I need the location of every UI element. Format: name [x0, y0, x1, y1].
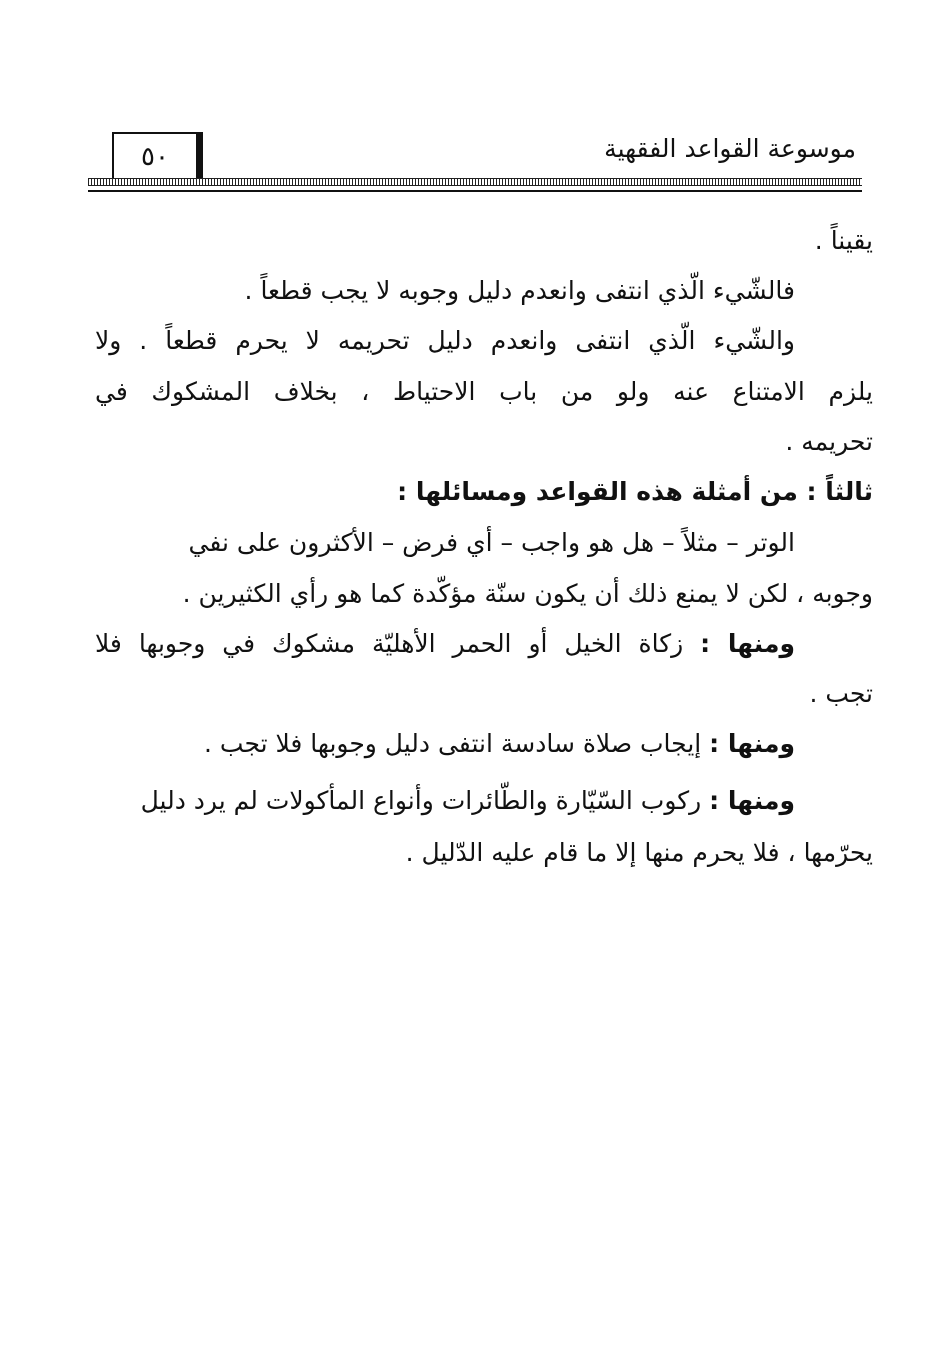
- example-lead: ومنها :: [709, 786, 795, 815]
- text-line: الوتر – مثلاً – هل هو واجب – أي فرض – الأكثرون على نفي: [188, 528, 795, 557]
- text-line: يقيناً .: [814, 226, 873, 255]
- text-line: ومنها : زكاة الخيل أو الحمر الأهليّة مشكوك في وجوبها فلا: [95, 629, 795, 658]
- page-number-box: [112, 132, 203, 180]
- text-line: وجوبه ، لكن لا يمنع ذلك أن يكون سنّة مؤكّدة كما هو رأي الكثيرين .: [182, 579, 873, 608]
- text-line: تحريمه .: [785, 427, 873, 456]
- text-line: والشّيء الّذي انتفى وانعدم دليل تحريمه لا يحرم قطعاً . ولا: [95, 326, 795, 355]
- running-title: موسوعة القواعد الفقهية: [604, 134, 856, 163]
- text-line: ومنها : إيجاب صلاة سادسة انتفى دليل وجوبها فلا تجب .: [204, 729, 795, 758]
- example-lead: ومنها :: [700, 629, 795, 658]
- text-line: فالشّيء الّذي انتفى وانعدم دليل وجوبه لا يجب قطعاً .: [244, 276, 795, 305]
- text-line: ومنها : ركوب السّيّارة والطّائرات وأنواع المأكولات لم يرد دليل: [140, 786, 795, 815]
- page-number: ٥٠: [141, 142, 169, 172]
- text-line: تجب .: [809, 679, 873, 708]
- text-line: يحرّمها ، فلا يحرم منها إلا ما قام عليه الدّليل .: [405, 838, 873, 867]
- example-lead: ومنها :: [709, 729, 795, 758]
- text-line: يلزم الامتناع عنه ولو من باب الاحتياط ، بخلاف المشكوك في: [95, 377, 873, 406]
- header-hatched-rule: [88, 178, 862, 186]
- header-solid-rule: [88, 190, 862, 192]
- page-header: [88, 124, 862, 196]
- section-heading: ثالثاً : من أمثلة هذه القواعد ومسائلها :: [397, 477, 873, 506]
